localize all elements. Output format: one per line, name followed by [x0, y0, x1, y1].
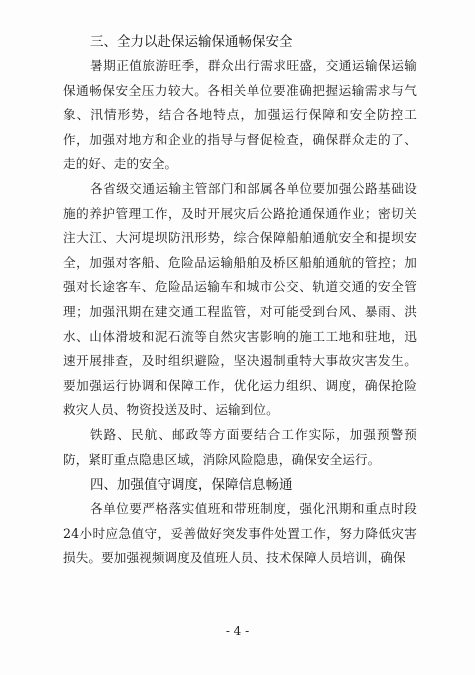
document-body [63, 30, 417, 571]
section-3-paragraph-2: 各省级交通运输主管部门和部属各单位要加强公路基础设施的养护管理工作，及时开展灾后公路抢通保通作业；密切关注大江、大河堤坝防汛形势，综合保障船舶通航安全和提坝安全，加强对客船、危险品运输船舶及桥区船舶通航的管控；加强对长途客车、危险品运输车和城市公交、轨道交通的安全管理；加强汛期在建交通工程监管，对可能受到台风、暴雨、洪水、山体滑坡和泥石流等自然灾害影响的施工工地和驻地，迅速开展排查，及时组织避险，坚决遏制重特大事故灾害发生。要加强运行协调和保障工作，优化运力组织、调度，确保抢险救灾人员、物资投送及时、运输到位。 [63, 180, 417, 418]
section-3-heading: 三、全力以赴保运输保通畅保安全 [90, 34, 293, 50]
section-4-heading: 四、加强值守调度，保障信息畅通 [90, 477, 293, 494]
page-number: - 4 - [225, 624, 250, 638]
section-4-paragraph-1: 各单位要严格落实值班和带班制度，强化汛期和重点时段24小时应急值守，妥善做好突发事件处置工作，努力降低灾害损失。要加强视频调度及值班人员、技术保障人员培训，确保 [63, 501, 417, 566]
section-3-paragraph-1: 暑期正值旅游旺季，群众出行需求旺盛，交通运输保运输保通畅保安全压力较大。各相关单位要准确把握运输需求与气象、汛情形势，结合各地特点，加强运行保障和安全防控工作，加强对地方和企业的指导与督促检查，确保群众走的了、走的好、走的安全。 [63, 58, 417, 172]
section-3-paragraph-3: 铁路、民航、邮政等方面要结合工作实际，加强预警预防，紧盯重点隐患区域，消除风险隐患，确保安全运行。 [63, 426, 417, 467]
